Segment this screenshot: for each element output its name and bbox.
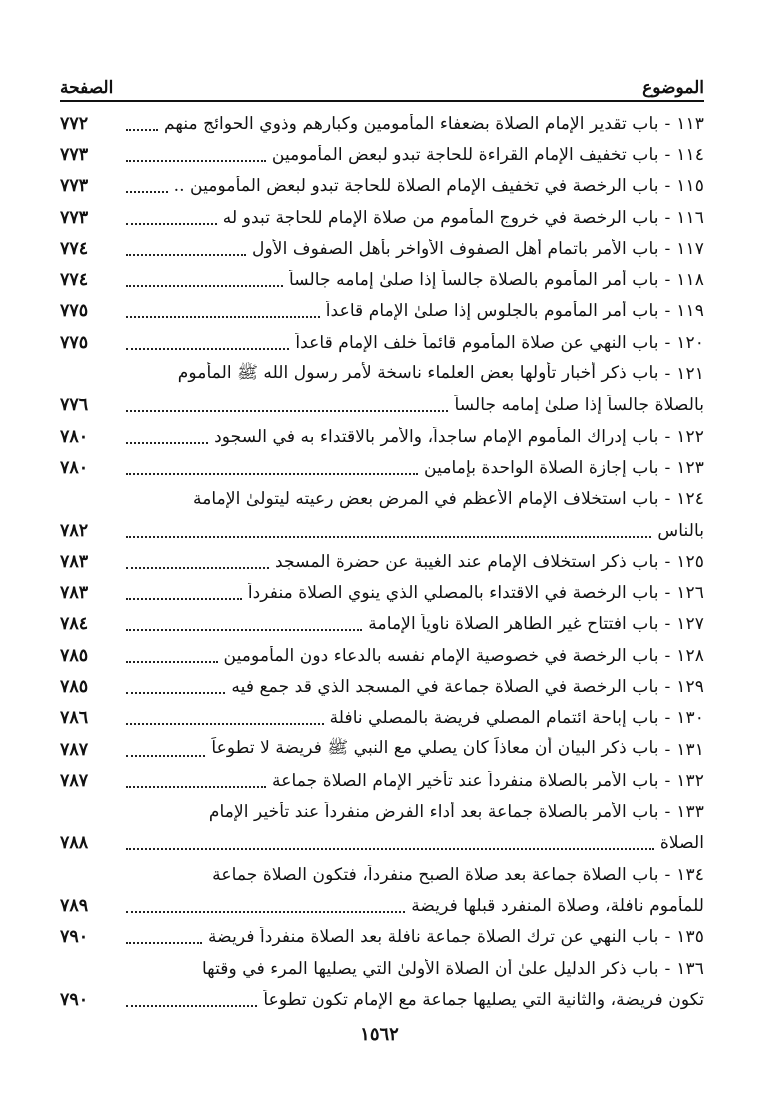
entry-page-number[interactable]: ٧٨٠ (60, 457, 89, 478)
toc-entry (60, 609, 704, 640)
entry-page-number[interactable]: ٧٧٦ (60, 395, 89, 416)
toc-entry (60, 202, 704, 233)
toc-entry (60, 922, 704, 953)
toc-entry (60, 108, 704, 139)
toc-entry-line (60, 953, 704, 984)
entry-page-number[interactable]: ٧٧٢ (60, 113, 89, 134)
toc-entry (60, 139, 704, 170)
dot-leader (126, 316, 320, 318)
toc-entry-line (60, 828, 704, 859)
entry-page-number[interactable]: ٧٨٥ (60, 645, 89, 666)
toc-entry-line (60, 765, 704, 796)
entry-title: باب الأمر باتمام أهل الصفوف الأواخر بأهل الصفوف الأول (251, 238, 659, 259)
entry-title: باب الرخصة في الاقتداء بالمصلي الذي ينوي الصلاة منفرداً (247, 583, 659, 604)
entry-title: باب تقدير الإمام الصلاة بضعفاء المأمومين وكبارهم وذوي الحوائج منهم (163, 113, 659, 134)
toc-entry (60, 484, 704, 547)
entry-title: باب النهي عن ترك الصلاة جماعة نافلة بعد الصلاة منفرداً فريضة (207, 927, 659, 948)
toc-entry (60, 296, 704, 327)
entry-number: ١١٨ (676, 270, 704, 291)
entry-dash: - (664, 207, 671, 228)
entry-number: ١١٩ (676, 301, 704, 322)
toc-entry-line (60, 577, 704, 608)
entry-dash: - (664, 802, 671, 823)
entry-page-number[interactable]: ٧٧٣ (60, 176, 89, 197)
entry-page-number[interactable]: ٧٧٤ (60, 270, 89, 291)
toc-entry-line (60, 327, 704, 358)
toc-entry (60, 264, 704, 295)
entry-title: باب الصلاة جماعة بعد صلاة الصبح منفرداً، فتكون الصلاة جماعة (212, 864, 659, 885)
entry-number: ١١٥ (676, 176, 704, 197)
toc-entry-line (60, 390, 704, 421)
entry-title: تكون فريضة، والثانية التي يصليها جماعة مع الإمام تكون تطوعاً (263, 989, 704, 1010)
toc-entry-line (60, 452, 704, 483)
toc-entry-line (60, 202, 704, 233)
entry-title: للمأموم نافلة، وصلاة المنفرد قبلها فريضة (411, 896, 704, 917)
dot-leader (126, 1005, 257, 1007)
toc-entry (60, 327, 704, 358)
header-rule (60, 100, 704, 102)
entry-page-number[interactable]: ٧٨٩ (60, 896, 89, 917)
table-of-contents (60, 108, 704, 1016)
dot-leader (126, 254, 246, 256)
entry-title: باب استخلاف الإمام الأعظم في المرض بعض رعيته ليتولىٰ الإمامة (193, 489, 659, 510)
entry-page-number[interactable]: ٧٨٧ (60, 770, 89, 791)
toc-entry (60, 358, 704, 421)
dot-leader (126, 723, 324, 725)
toc-entry-line (60, 609, 704, 640)
dot-leader (126, 598, 242, 600)
entry-dash: - (664, 457, 671, 478)
entry-dash: - (664, 426, 671, 447)
entry-page-number[interactable]: ٧٨٤ (60, 614, 89, 635)
entry-title: باب ذكر الدليل علىٰ أن الصلاة الأولىٰ التي يصليها المرء في وقتها (201, 958, 659, 979)
entry-dash: - (664, 332, 671, 353)
toc-entry (60, 640, 704, 671)
toc-entry-line (60, 421, 704, 452)
entry-dash: - (664, 708, 671, 729)
dot-leader (126, 191, 168, 193)
entry-number: ١٣٢ (676, 770, 704, 791)
toc-entry (60, 233, 704, 264)
entry-number: ١٢٦ (676, 583, 704, 604)
toc-entry (60, 171, 704, 202)
dot-leader (126, 942, 202, 944)
entry-page-number[interactable]: ٧٧٤ (60, 238, 89, 259)
entry-dash: - (664, 270, 671, 291)
toc-header (60, 68, 704, 98)
entry-title: باب الأمر بالصلاة منفرداً عند تأخير الإمام الصلاة جماعة (272, 770, 659, 791)
entry-number: ١١٤ (676, 144, 704, 165)
entry-title: باب إدراك المأموم الإمام ساجداً، والأمر بالاقتداء به في السجود (214, 426, 659, 447)
toc-entry-line (60, 984, 704, 1015)
entry-number: ١٢٠ (676, 332, 704, 353)
dot-leader (126, 786, 266, 788)
dot-leader (126, 129, 158, 131)
dot-leader (126, 911, 405, 913)
entry-number: ١٢٢ (676, 426, 704, 447)
dot-leader (126, 442, 208, 444)
toc-entry-line (60, 171, 704, 202)
entry-number: ١٣١ (676, 739, 704, 760)
entry-title: بالناس (657, 520, 704, 541)
entry-dash: - (664, 364, 671, 385)
entry-title: باب الأمر بالصلاة جماعة بعد أداء الفرض منفرداً عند تأخير الإمام (208, 802, 659, 823)
entry-page-number[interactable]: ٧٨٢ (60, 520, 89, 541)
toc-entry (60, 577, 704, 608)
entry-title: بالصلاة جالساً إذا صلىٰ إمامه جالساً (454, 395, 704, 416)
entry-title: باب ذكر أخبار تأولها بعض العلماء ناسخة لأمر رسول الله ﷺ المأموم (177, 362, 659, 383)
toc-entry-line (60, 734, 704, 765)
dot-leader (126, 629, 362, 631)
toc-entry (60, 953, 704, 1016)
dot-leader (126, 348, 289, 350)
toc-entry-line (60, 139, 704, 170)
entry-dash: - (664, 489, 671, 510)
toc-entry (60, 421, 704, 452)
entry-number: ١٣٣ (676, 802, 704, 823)
entry-title: باب الرخصة في خصوصية الإمام نفسه بالدعاء دون المأمومين (223, 645, 659, 666)
entry-dash: - (664, 301, 671, 322)
toc-entry-line (60, 640, 704, 671)
entry-number: ١٢٨ (676, 645, 704, 666)
toc-entry-line (60, 797, 704, 828)
entry-number: ١٣٦ (676, 958, 704, 979)
entry-dash: - (664, 645, 671, 666)
entry-page-number[interactable]: ٧٨٨ (60, 833, 89, 854)
toc-entry-line (60, 296, 704, 327)
toc-entry-line (60, 546, 704, 577)
toc-entry-line (60, 859, 704, 890)
toc-entry-line (60, 358, 704, 389)
entry-number: ١١٧ (676, 238, 704, 259)
entry-title: باب الرخصة في خروج المأموم من صلاة الإمام للحاجة تبدو له (222, 207, 659, 228)
toc-entry-line (60, 264, 704, 295)
entry-page-number[interactable]: ٧٩٠ (60, 927, 89, 948)
entry-page-number[interactable]: ٧٨٣ (60, 583, 89, 604)
toc-entry-line (60, 922, 704, 953)
toc-entry (60, 765, 704, 796)
entry-dash: - (664, 739, 671, 760)
dot-leader (126, 692, 225, 694)
entry-title: باب ذكر استخلاف الإمام عند الغيبة عن حضرة المسجد (274, 551, 659, 572)
entry-page-number[interactable]: ٧٨٠ (60, 426, 89, 447)
entry-dash: - (664, 614, 671, 635)
entry-number: ١٢٤ (676, 489, 704, 510)
toc-entry-line (60, 703, 704, 734)
entry-page-number[interactable]: ٧٨٥ (60, 676, 89, 697)
entry-number: ١١٣ (676, 113, 704, 134)
entry-number: ١٢٧ (676, 614, 704, 635)
entry-title: باب أمر المأموم بالجلوس إذا صلىٰ الإمام قاعداً (325, 301, 659, 322)
dot-leader (126, 755, 205, 757)
dot-leader (126, 410, 448, 412)
entry-dash: - (664, 958, 671, 979)
toc-entry (60, 859, 704, 922)
entry-title: باب افتتاح غير الطاهر الصلاة ناوياً الإمامة (368, 614, 659, 635)
entry-dash: - (664, 676, 671, 697)
dot-leader (126, 661, 218, 663)
dot-leader (126, 536, 651, 538)
dot-leader (126, 567, 269, 569)
dot-leader (126, 285, 283, 287)
entry-title: باب إجازة الصلاة الواحدة بإمامين (424, 457, 659, 478)
toc-entry (60, 797, 704, 860)
toc-entry (60, 734, 704, 765)
entry-page-number[interactable]: ٧٧٣ (60, 144, 89, 165)
entry-title: باب ذكر البيان أن معاذاً كان يصلي مع النبي ﷺ فريضة لا تطوعاً (211, 738, 659, 759)
toc-entry-line (60, 515, 704, 546)
entry-dash: - (664, 864, 671, 885)
entry-title: الصلاة (659, 833, 704, 854)
toc-entry (60, 671, 704, 702)
entry-page-number[interactable]: ٧٨٣ (60, 551, 89, 572)
entry-dash: - (664, 176, 671, 197)
dot-leader (126, 160, 266, 162)
dot-leader (126, 473, 418, 475)
entry-title: باب الرخصة في تخفيف الإمام الصلاة للحاجة تبدو لبعض المأمومين .. (173, 176, 659, 197)
entry-title: باب إباحة ائتمام المصلي فريضة بالمصلي نافلة (329, 708, 659, 729)
entry-page-number[interactable]: ٧٧٥ (60, 332, 89, 353)
entry-page-number[interactable]: ٧٩٠ (60, 989, 89, 1010)
toc-entry-line (60, 890, 704, 921)
entry-page-number[interactable]: ٧٧٥ (60, 301, 89, 322)
entry-number: ١٢٥ (676, 551, 704, 572)
entry-dash: - (664, 238, 671, 259)
entry-title: باب أمر المأموم بالصلاة جالساً إذا صلىٰ إمامه جالساً (288, 270, 659, 291)
entry-dash: - (664, 144, 671, 165)
entry-dash: - (664, 583, 671, 604)
toc-entry (60, 546, 704, 577)
toc-entry-line (60, 671, 704, 702)
toc-entry-line (60, 108, 704, 139)
toc-entry-line (60, 233, 704, 264)
entry-number: ١٢١ (676, 364, 704, 385)
entry-number: ١١٦ (676, 207, 704, 228)
toc-entry-line (60, 484, 704, 515)
toc-entry (60, 452, 704, 483)
entry-title: باب الرخصة في الصلاة جماعة في المسجد الذي قد جمع فيه (231, 676, 659, 697)
entry-number: ١٢٣ (676, 457, 704, 478)
page-number: ١٥٦٢ (360, 1024, 399, 1045)
entry-title: باب النهي عن صلاة المأموم قائماً خلف الإمام قاعداً (295, 332, 659, 353)
entry-dash: - (664, 113, 671, 134)
dot-leader (126, 223, 217, 225)
entry-page-number[interactable]: ٧٨٦ (60, 708, 89, 729)
dot-leader (126, 848, 654, 850)
entry-dash: - (664, 927, 671, 948)
page-column-label: الصفحة (60, 78, 114, 98)
entry-number: ١٣٤ (676, 864, 704, 885)
entry-page-number[interactable]: ٧٨٧ (60, 739, 89, 760)
topic-column-label: الموضوع (642, 78, 704, 98)
entry-title: باب تخفيف الإمام القراءة للحاجة تبدو لبعض المأمومين (271, 144, 659, 165)
entry-number: ١٢٩ (676, 676, 704, 697)
toc-entry (60, 703, 704, 734)
entry-dash: - (664, 770, 671, 791)
entry-page-number[interactable]: ٧٧٣ (60, 207, 89, 228)
entry-dash: - (664, 551, 671, 572)
entry-number: ١٣٠ (676, 708, 704, 729)
entry-number: ١٣٥ (676, 927, 704, 948)
